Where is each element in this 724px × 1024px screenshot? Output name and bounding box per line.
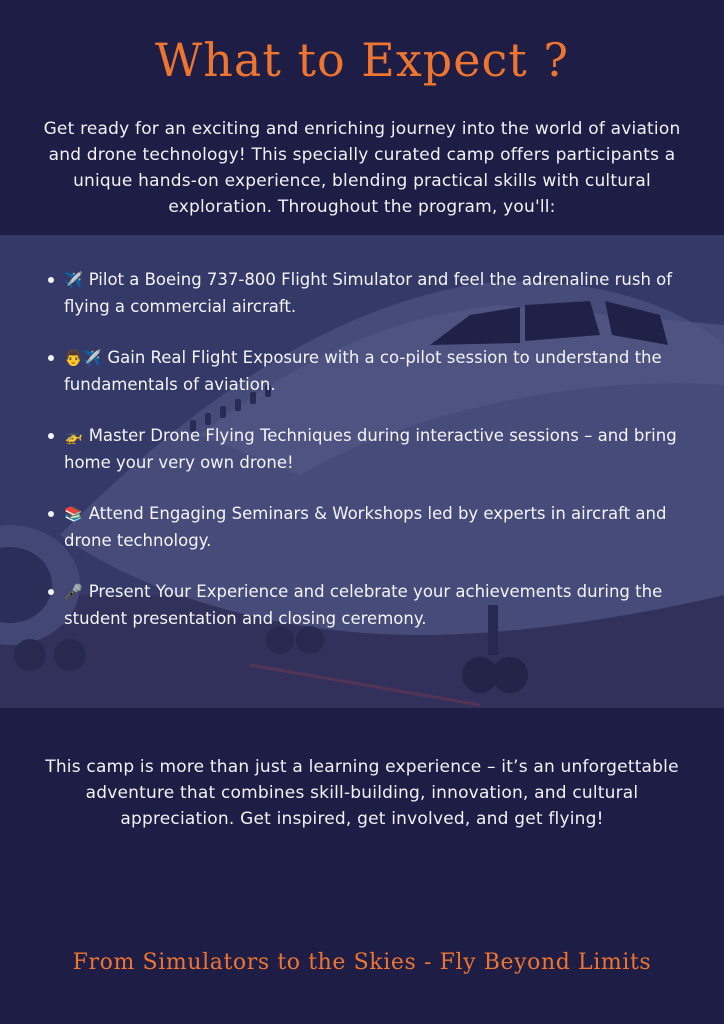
page-title: What to Expect ? <box>155 33 569 87</box>
feature-list <box>48 267 698 657</box>
list-item-text: Pilot a Boeing 737-800 Flight Simulator and feel the adrenaline rush of flying a commercial aircraft. <box>64 270 673 316</box>
microphone-icon: 🎤 <box>64 583 83 601</box>
intro-paragraph: Get ready for an exciting and enriching journey into the world of aviation and drone technology! This specially curated camp offers participants a unique hands-on experience, blending practical skills with cultural exploration. Throughout the program, you'll: <box>43 119 681 217</box>
hero-band <box>0 235 724 708</box>
airplane-icon: ✈️ <box>64 271 83 289</box>
bullet-dot <box>48 433 54 439</box>
pilot-airplane-icon: 👨✈️ <box>64 349 102 367</box>
bullet-dot <box>48 589 54 595</box>
list-item <box>48 579 698 631</box>
closing-paragraph: This camp is more than just a learning experience – it’s an unforgettable adventure that combines skill-building, innovation, and cultural appreciation. Get inspired, get involved, and get flying! <box>45 757 679 829</box>
bullet-dot <box>48 355 54 361</box>
list-item <box>48 501 698 553</box>
list-item-text: Master Drone Flying Techniques during interactive sessions – and bring home your very own drone! <box>64 426 677 472</box>
list-item-text: Gain Real Flight Exposure with a co-pilot session to understand the fundamentals of aviation. <box>64 348 662 394</box>
tagline: From Simulators to the Skies - Fly Beyond Limits <box>72 950 652 975</box>
books-icon: 📚 <box>64 505 83 523</box>
list-item-text: Present Your Experience and celebrate your achievements during the student presentation and closing ceremony. <box>64 582 663 628</box>
list-item <box>48 267 698 319</box>
list-item-text: Attend Engaging Seminars & Workshops led by experts in aircraft and drone technology. <box>64 504 667 550</box>
list-item <box>48 345 698 397</box>
list-item <box>48 423 698 475</box>
bullet-dot <box>48 511 54 517</box>
bullet-dot <box>48 277 54 283</box>
helicopter-icon: 🚁 <box>64 427 83 445</box>
